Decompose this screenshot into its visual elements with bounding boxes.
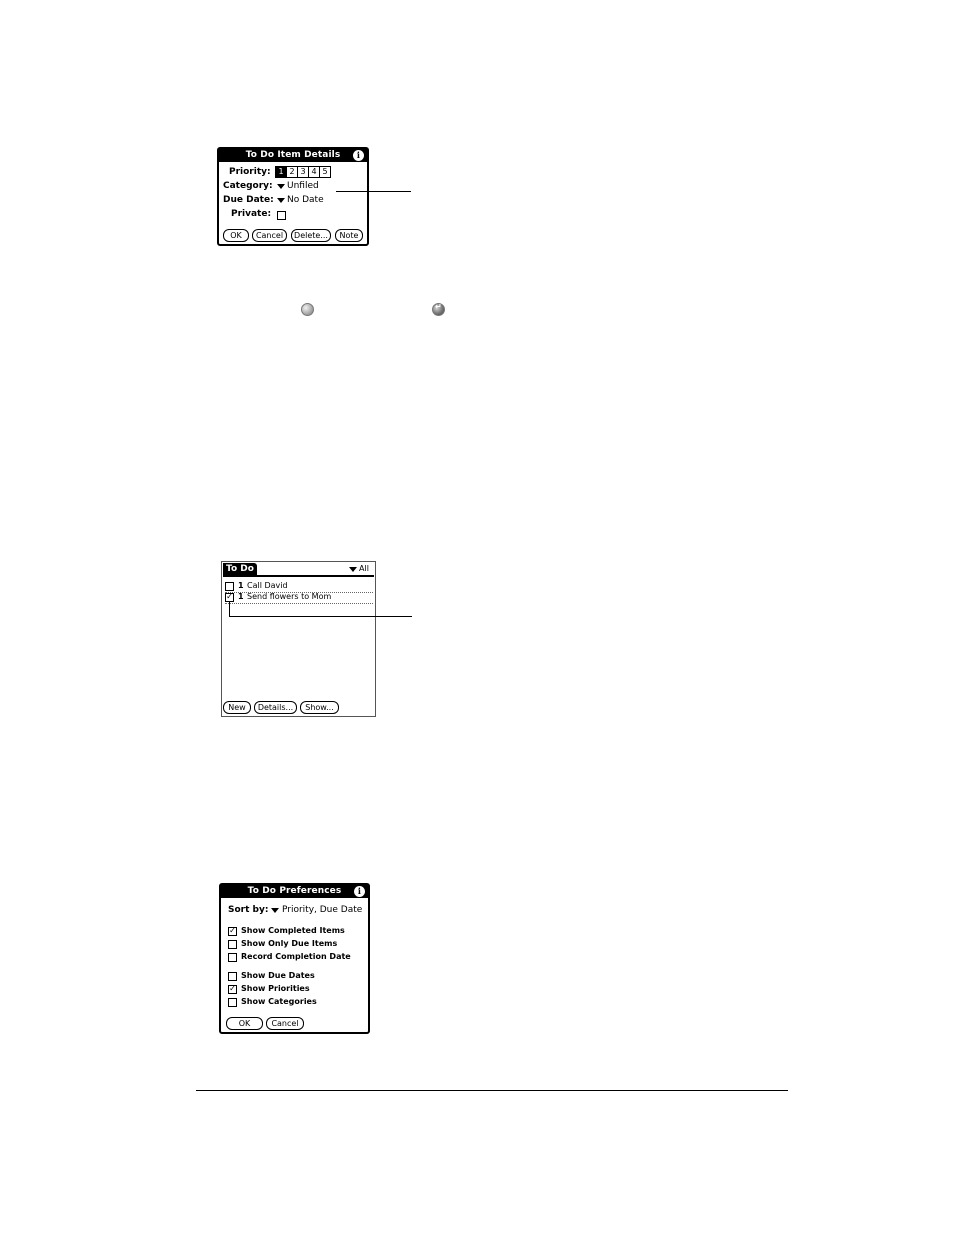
option-checkbox[interactable] — [228, 940, 237, 949]
option-checkbox[interactable] — [228, 953, 237, 962]
list-item[interactable] — [225, 592, 373, 604]
footer-divider — [196, 1090, 788, 1091]
sort-by-picker[interactable] — [271, 905, 366, 917]
priority-4-button[interactable]: 4 — [308, 166, 320, 178]
checkmark-icon: ✓ — [229, 984, 236, 993]
option-label: Show Categories — [241, 997, 317, 1006]
new-button[interactable]: New — [223, 701, 251, 714]
due-date-value: No Date — [287, 195, 324, 205]
chevron-down-icon — [271, 908, 279, 913]
private-label: Private: — [231, 209, 272, 219]
item-priority: 1 — [238, 581, 244, 590]
todo-title-tab — [223, 563, 257, 575]
option-show-only-due[interactable] — [228, 939, 366, 950]
item-details-dialog — [217, 147, 369, 246]
option-record-completion[interactable] — [228, 952, 366, 963]
info-icon[interactable]: i — [354, 886, 365, 897]
option-show-completed[interactable] — [228, 926, 366, 937]
checkbox-callout-horizontal — [229, 616, 412, 617]
ok-button[interactable]: OK — [226, 1017, 263, 1030]
item-priority: 1 — [238, 592, 244, 601]
dialog-title-text: To Do Item Details — [245, 150, 341, 160]
chevron-down-icon — [277, 198, 285, 203]
option-checkbox[interactable] — [228, 998, 237, 1007]
option-label: Record Completion Date — [241, 952, 351, 961]
enter-button-icon — [432, 303, 445, 316]
priority-label: Priority: — [229, 167, 271, 177]
chevron-down-icon — [349, 567, 357, 572]
item-checkbox[interactable] — [225, 582, 234, 591]
show-button[interactable]: Show... — [300, 701, 339, 714]
delete-button[interactable]: Delete... — [291, 229, 331, 242]
category-label: Category: — [223, 181, 273, 191]
todo-list-screen — [221, 561, 376, 717]
option-checkbox[interactable] — [228, 972, 237, 981]
due-date-picker[interactable] — [277, 195, 357, 207]
priority-2-button[interactable]: 2 — [286, 166, 298, 178]
priority-1-button[interactable]: 1 — [275, 166, 287, 178]
title-underline — [223, 575, 374, 577]
dialog-title-text: To Do Preferences — [247, 886, 342, 896]
cancel-button[interactable]: Cancel — [252, 229, 287, 242]
option-show-priorities[interactable] — [228, 984, 366, 995]
details-button[interactable]: Details... — [254, 701, 297, 714]
priority-3-button[interactable]: 3 — [297, 166, 309, 178]
option-checkbox[interactable] — [228, 985, 237, 994]
ok-button[interactable]: OK — [223, 229, 249, 242]
cancel-button[interactable]: Cancel — [266, 1017, 304, 1030]
note-button[interactable]: Note — [335, 229, 363, 242]
option-label: Show Due Dates — [241, 971, 315, 980]
chevron-down-icon — [277, 184, 285, 189]
checkmark-icon: ✓ — [226, 592, 233, 601]
option-label: Show Priorities — [241, 984, 310, 993]
option-show-due-dates[interactable] — [228, 971, 366, 982]
enter-glyph: ↵ — [435, 302, 442, 311]
dialog-title — [219, 149, 367, 162]
category-filter[interactable] — [349, 564, 373, 575]
dialog-title — [221, 885, 368, 898]
category-callout-line — [336, 191, 411, 192]
option-label: Show Completed Items — [241, 926, 345, 935]
option-show-categories[interactable] — [228, 997, 366, 1008]
checkmark-icon: ✓ — [229, 926, 236, 935]
option-checkbox[interactable] — [228, 927, 237, 936]
category-value: Unfiled — [287, 181, 319, 191]
info-icon[interactable]: i — [353, 150, 364, 161]
preferences-dialog — [219, 883, 370, 1034]
scroll-button-icon — [301, 303, 314, 316]
item-text: Send flowers to Mom — [247, 592, 332, 601]
item-text: Call David — [247, 581, 288, 590]
sort-by-value: Priority, Due Date — [282, 905, 363, 915]
checkbox-callout-vertical — [229, 601, 230, 617]
priority-5-button[interactable]: 5 — [319, 166, 331, 178]
option-label: Show Only Due Items — [241, 939, 338, 948]
todo-title: To Do — [226, 564, 254, 574]
private-checkbox[interactable] — [277, 211, 286, 220]
category-filter-value: All — [359, 564, 369, 573]
sort-by-label: Sort by: — [228, 905, 269, 915]
due-date-label: Due Date: — [223, 195, 274, 205]
